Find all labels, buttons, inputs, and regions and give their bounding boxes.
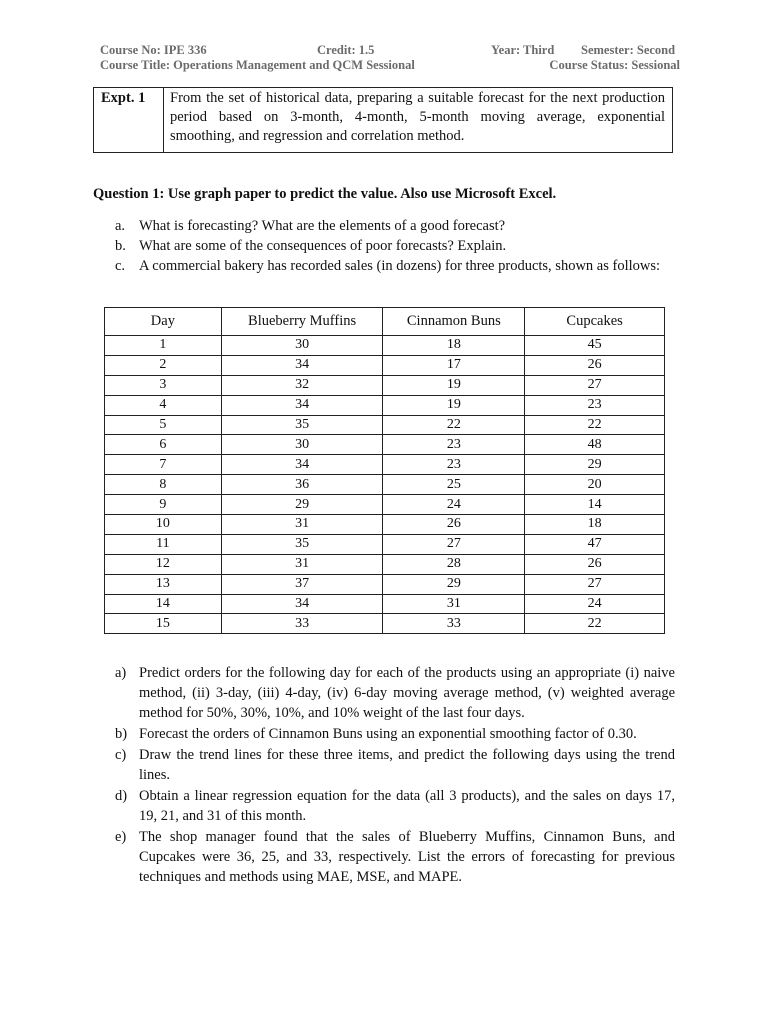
cell-cupcakes: 27 bbox=[525, 574, 665, 594]
cell-blueberry-muffins: 31 bbox=[221, 554, 383, 574]
table-row bbox=[105, 515, 665, 535]
item-marker: c) bbox=[115, 746, 127, 763]
list-item bbox=[115, 724, 675, 744]
cell-cinnamon-buns: 22 bbox=[383, 415, 525, 435]
item-text: What is forecasting? What are the elements of a good forecast? bbox=[139, 218, 506, 234]
cell-day: 10 bbox=[105, 515, 222, 535]
item-text: The shop manager found that the sales of Blueberry Muffins, Cinnamon Buns, and Cupcakes were 36, 25, and 33, respectively. List the errors of forecasting for previous techniques and methods using MAE, MSE, and MAPE. bbox=[139, 828, 675, 886]
cell-blueberry-muffins: 30 bbox=[221, 435, 383, 455]
cell-cinnamon-buns: 33 bbox=[383, 614, 525, 634]
list-item bbox=[115, 237, 675, 257]
item-text: Obtain a linear regression equation for the data (all 3 products), and the sales on days 17, 19, 21, and 31 of this month. bbox=[139, 787, 675, 824]
table-row bbox=[105, 375, 665, 395]
cell-cupcakes: 45 bbox=[525, 336, 665, 356]
cell-blueberry-muffins: 33 bbox=[221, 614, 383, 634]
cell-cupcakes: 26 bbox=[525, 355, 665, 375]
experiment-label: Expt. 1 bbox=[94, 88, 164, 152]
item-text: Predict orders for the following day for each of the products using an appropriate (i) naive method, (ii) 3-day, (iii) 4-day, (iv) 6-day moving average method, (v) weighted average method for 50%, 30%, 10%, and 10% weight of the last four days. bbox=[139, 665, 675, 722]
table-row bbox=[105, 475, 665, 495]
cell-blueberry-muffins: 31 bbox=[221, 515, 383, 535]
cell-blueberry-muffins: 37 bbox=[221, 574, 383, 594]
cell-cupcakes: 22 bbox=[525, 614, 665, 634]
list-item bbox=[115, 827, 675, 888]
item-marker: e) bbox=[115, 828, 127, 845]
subquestion-list bbox=[115, 663, 675, 888]
cell-cupcakes: 22 bbox=[525, 415, 665, 435]
item-marker: d) bbox=[115, 787, 128, 804]
item-marker: b. bbox=[115, 238, 126, 254]
table-row bbox=[105, 594, 665, 614]
cell-cinnamon-buns: 28 bbox=[383, 554, 525, 574]
cell-day: 9 bbox=[105, 495, 222, 515]
cell-cinnamon-buns: 31 bbox=[383, 594, 525, 614]
cell-cinnamon-buns: 27 bbox=[383, 534, 525, 554]
experiment-text: From the set of historical data, preparing a suitable forecast for the next production period based on 3-month, 4-month, 5-month moving average, exponential smoothing, and regression and correlation method. bbox=[170, 90, 665, 144]
table-row bbox=[105, 395, 665, 415]
table-row bbox=[105, 574, 665, 594]
cell-cupcakes: 23 bbox=[525, 395, 665, 415]
list-item bbox=[115, 786, 675, 826]
cell-blueberry-muffins: 32 bbox=[221, 375, 383, 395]
header-blueberry-muffins: Blueberry Muffins bbox=[221, 308, 383, 336]
cell-cinnamon-buns: 19 bbox=[383, 395, 525, 415]
cell-cinnamon-buns: 23 bbox=[383, 455, 525, 475]
table-row bbox=[105, 534, 665, 554]
table-row bbox=[105, 554, 665, 574]
credit: Credit: 1.5 bbox=[317, 43, 375, 57]
cell-day: 15 bbox=[105, 614, 222, 634]
cell-cupcakes: 24 bbox=[525, 594, 665, 614]
year: Year: Third bbox=[491, 43, 555, 57]
cell-day: 6 bbox=[105, 435, 222, 455]
course-title: Course Title: Operations Management and QCM Sessional bbox=[100, 58, 415, 72]
item-text: What are some of the consequences of poor forecasts? Explain. bbox=[139, 238, 507, 254]
header-cupcakes: Cupcakes bbox=[525, 308, 665, 336]
list-item bbox=[115, 745, 675, 785]
cell-day: 8 bbox=[105, 475, 222, 495]
cell-blueberry-muffins: 34 bbox=[221, 395, 383, 415]
cell-cupcakes: 14 bbox=[525, 495, 665, 515]
course-no: Course No: IPE 336 bbox=[100, 43, 207, 57]
list-item bbox=[115, 663, 675, 724]
cell-day: 14 bbox=[105, 594, 222, 614]
cell-day: 13 bbox=[105, 574, 222, 594]
table-row bbox=[105, 455, 665, 475]
cell-blueberry-muffins: 30 bbox=[221, 336, 383, 356]
cell-day: 11 bbox=[105, 534, 222, 554]
header-cinnamon-buns: Cinnamon Buns bbox=[383, 308, 525, 336]
table-row bbox=[105, 614, 665, 634]
table-header-row bbox=[105, 308, 665, 336]
cell-day: 2 bbox=[105, 355, 222, 375]
table-row bbox=[105, 495, 665, 515]
item-text: Draw the trend lines for these three items, and predict the following days using the trend lines. bbox=[139, 746, 675, 784]
cell-blueberry-muffins: 35 bbox=[221, 415, 383, 435]
semester: Semester: Second bbox=[581, 43, 676, 57]
cell-cinnamon-buns: 18 bbox=[383, 336, 525, 356]
cell-blueberry-muffins: 36 bbox=[221, 475, 383, 495]
cell-cupcakes: 18 bbox=[525, 515, 665, 535]
cell-cinnamon-buns: 19 bbox=[383, 375, 525, 395]
cell-blueberry-muffins: 29 bbox=[221, 495, 383, 515]
item-marker: b) bbox=[115, 726, 128, 743]
table-row bbox=[105, 336, 665, 356]
item-text: Forecast the orders of Cinnamon Buns using an exponential smoothing factor of 0.30. bbox=[139, 726, 637, 743]
question-title: Question 1: Use graph paper to predict the value. Also use Microsoft Excel. bbox=[93, 186, 557, 202]
cell-blueberry-muffins: 35 bbox=[221, 534, 383, 554]
table-row bbox=[105, 435, 665, 455]
cell-day: 3 bbox=[105, 375, 222, 395]
cell-cupcakes: 47 bbox=[525, 534, 665, 554]
experiment-box bbox=[93, 87, 673, 153]
cell-cupcakes: 29 bbox=[525, 455, 665, 475]
cell-day: 5 bbox=[105, 415, 222, 435]
cell-cupcakes: 20 bbox=[525, 475, 665, 495]
question-list bbox=[115, 217, 675, 277]
item-marker: c. bbox=[115, 258, 126, 274]
table-row bbox=[105, 355, 665, 375]
course-status: Course Status: Sessional bbox=[549, 58, 680, 72]
cell-cinnamon-buns: 17 bbox=[383, 355, 525, 375]
cell-cinnamon-buns: 24 bbox=[383, 495, 525, 515]
item-marker: a. bbox=[115, 218, 126, 234]
cell-day: 1 bbox=[105, 336, 222, 356]
sales-table bbox=[104, 307, 665, 634]
header-day: Day bbox=[105, 308, 222, 336]
cell-cupcakes: 27 bbox=[525, 375, 665, 395]
item-marker: a) bbox=[115, 665, 127, 681]
cell-day: 4 bbox=[105, 395, 222, 415]
list-item bbox=[115, 217, 675, 237]
cell-blueberry-muffins: 34 bbox=[221, 455, 383, 475]
cell-day: 12 bbox=[105, 554, 222, 574]
cell-blueberry-muffins: 34 bbox=[221, 594, 383, 614]
item-text: A commercial bakery has recorded sales (in dozens) for three products, shown as follows: bbox=[139, 258, 661, 274]
cell-blueberry-muffins: 34 bbox=[221, 355, 383, 375]
cell-cinnamon-buns: 23 bbox=[383, 435, 525, 455]
cell-cupcakes: 48 bbox=[525, 435, 665, 455]
cell-day: 7 bbox=[105, 455, 222, 475]
cell-cinnamon-buns: 25 bbox=[383, 475, 525, 495]
cell-cinnamon-buns: 29 bbox=[383, 574, 525, 594]
table-row bbox=[105, 415, 665, 435]
cell-cinnamon-buns: 26 bbox=[383, 515, 525, 535]
cell-cupcakes: 26 bbox=[525, 554, 665, 574]
list-item bbox=[115, 257, 675, 277]
